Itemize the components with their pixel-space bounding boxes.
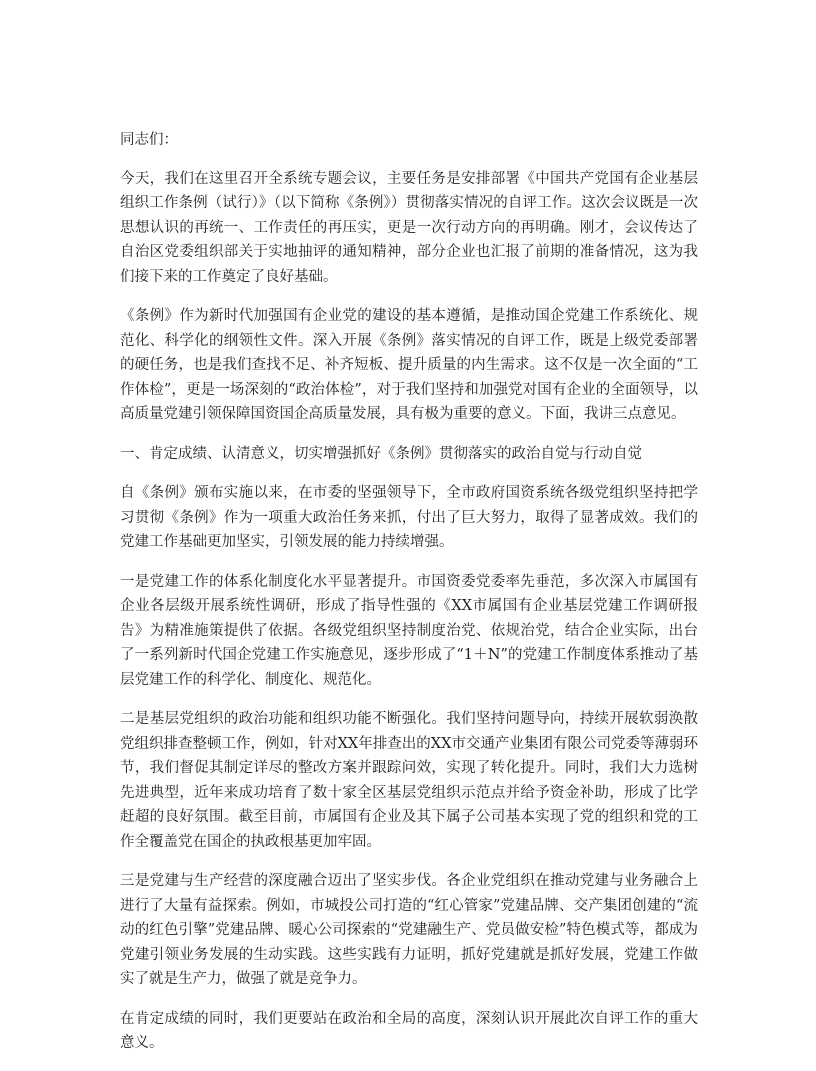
document-page: [120, 128, 698, 1071]
paragraph-closing: 在肯定成绩的同时，我们更要站在政治和全局的高度，深刻认识开展此次自评工作的重大意义。: [120, 1010, 698, 1051]
paragraph-point-two: 二是基层党组织的政治功能和组织功能不断强化。我们坚持问题导向，持续开展软弱涣散党组织排查整顿工作，例如，针对XX年排查出的XX市交通产业集团有限公司党委等薄弱环节，我们督促其制定详尽的整改方案并跟踪问效，实现了转化提升。同时，我们大力选树先进典型，近年来成功培育了数十家全区基层党组织示范点并给予资金补助，形成了比学赶超的良好氛围。截至目前，市属国有企业及其下属子公司基本实现了党的组织和党的工作全覆盖党在国企的执政根基更加牢固。: [120, 711, 698, 850]
paragraph-achievements-intro: 自《条例》颁布实施以来，在市委的坚强领导下，全市政府国资系统各级党组织坚持把学习贯彻《条例》作为一项重大政治任务来抓，付出了巨大努力，取得了显著成效。我们的党建工作基础更加坚实，引领发展的能力持续增强。: [120, 485, 698, 550]
paragraph-opening: 今天，我们在这里召开全系统专题会议，主要任务是安排部署《中国共产党国有企业基层组织工作条例（试行）》（以下简称《条例》）贯彻落实情况的自评工作。这次会议既是一次思想认识的再统一、工作责任的再压实，更是一次行动方向的再明确。刚才，会议传达了自治区党委组织部关于实地抽评的通知精神，部分企业也汇报了前期的准备情况，这为我们接下来的工作奠定了良好基础。: [120, 170, 698, 285]
section-heading-one: 一、肯定成绩、认清意义，切实增强抓好《条例》贯彻落实的政治自觉与行动自觉: [120, 445, 642, 462]
paragraph-point-three: 三是党建与生产经营的深度融合迈出了坚实步伐。各企业党组织在推动党建与业务融合上进行了大量有益探索。例如，市城投公司打造的“红心管家”党建品牌、交产集团创建的“流动的红色引擎”党建品牌、暖心公司探索的“党建融生产、党员做安检”特色模式等，都成为党建引领业务发展的生动实践。这些实践有力证明，抓好党建就是抓好发展，党建工作做实了就是生产力，做强了就是竞争力。: [120, 873, 698, 987]
paragraph-significance: 《条例》作为新时代加强国有企业党的建设的基本遵循，是推动国企党建工作系统化、规范化、科学化的纲领性文件。深入开展《条例》落实情况的自评工作，既是上级党委部署的硬任务，也是我们查找不足、补齐短板、提升质量的内生需求。这不仅是一次全面的“工作体检”，更是一场深刻的“政治体检”，对于我们坚持和加强党对国有企业的全面领导，以高质量党建引领保障国资国企高质量发展，具有极为重要的意义。下面，我讲三点意见。: [120, 308, 698, 422]
paragraph-point-one: 一是党建工作的体系化制度化水平显著提升。市国资委党委率先垂范，多次深入市属国有企业各层级开展系统性调研，形成了指导性强的《XX市属国有企业基层党建工作调研报告》为精准施策提供了依据。各级党组织坚持制度治党、依规治党，结合企业实际，出台了一系列新时代国企党建工作实施意见，逐步形成了“1＋N”的党建工作制度体系推动了基层党建工作的科学化、制度化、规范化。: [120, 573, 698, 688]
salutation: 同志们：: [120, 132, 178, 148]
